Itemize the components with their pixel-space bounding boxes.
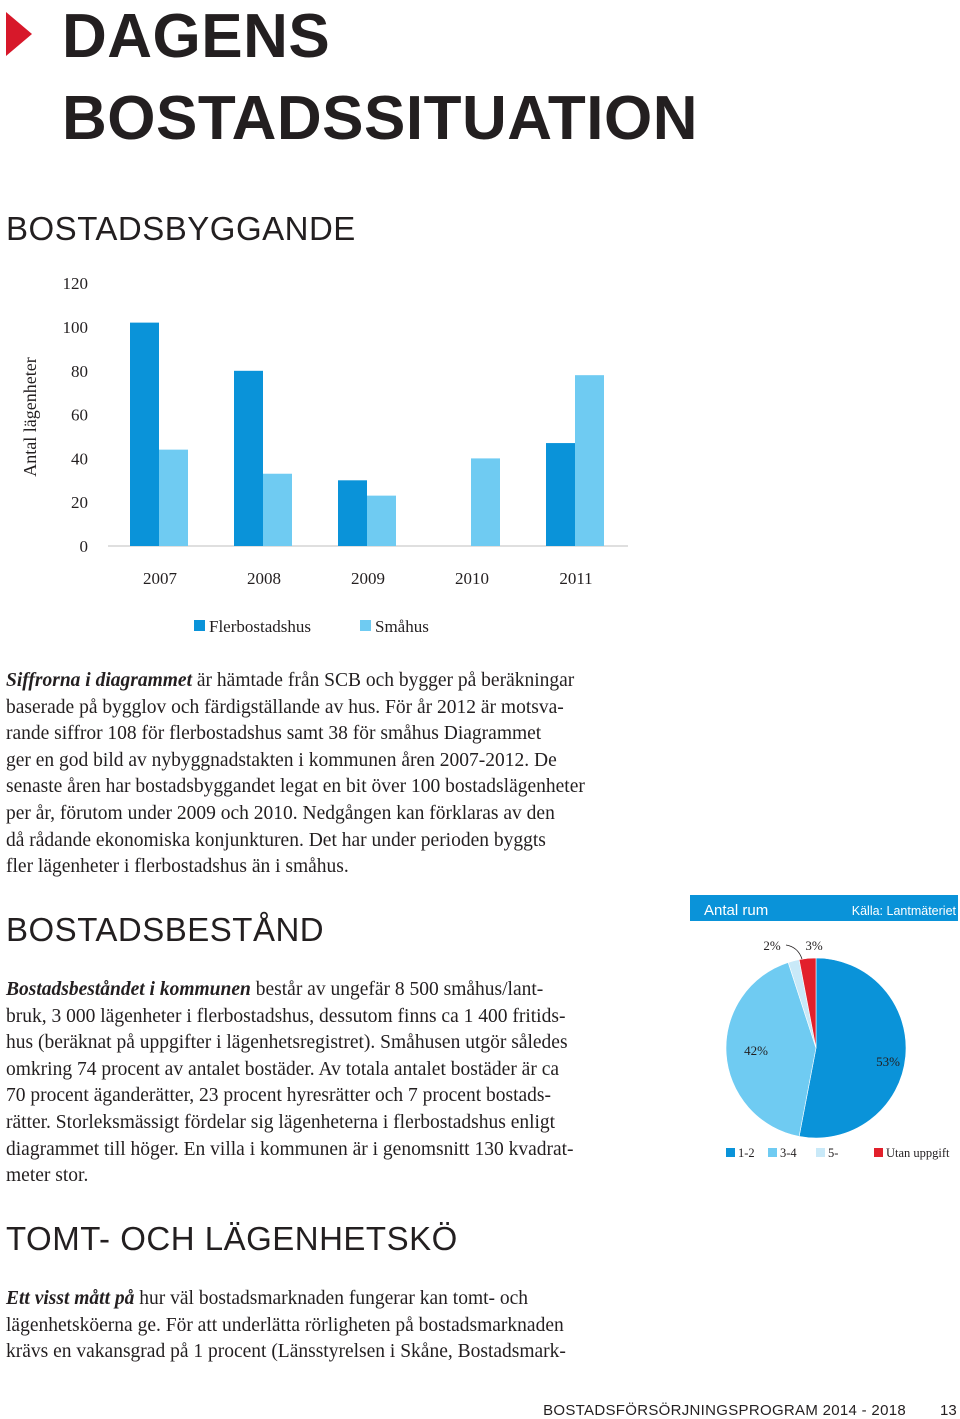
pie-legend-swatch-Utan uppgift xyxy=(874,1148,883,1157)
pie-legend-label: 5- xyxy=(828,1146,839,1160)
bar-småhus-2007 xyxy=(159,450,188,546)
bar-småhus-2011 xyxy=(575,375,604,546)
pie-chart xyxy=(690,893,958,1173)
y-axis-label: Antal lägenheter xyxy=(20,357,40,477)
pie-data-label: 42% xyxy=(744,1043,768,1058)
paragraph-line: hus (beräknat på uppgifter i lägenhetsregistret). Småhusen utgör således xyxy=(6,1032,568,1054)
paragraph-line: bruk, 3 000 lägenheter i flerbostadshus, dessutom finns ca 1 400 fritids- xyxy=(6,1005,566,1027)
pie-data-label: 53% xyxy=(876,1054,900,1069)
page-title-line1: DAGENS xyxy=(62,2,331,71)
pie-legend-swatch-3-4 xyxy=(768,1148,777,1157)
paragraph-line: diagrammet till höger. En villa i kommunen är i genomsnitt 130 kvadrat- xyxy=(6,1138,574,1160)
paragraph-line: meter stor. xyxy=(6,1165,89,1187)
bar-flerbostadshus-2009 xyxy=(338,480,367,546)
paragraph-line: senaste åren har bostadsbyggandet legat en bit över 100 bostadslägenheter xyxy=(6,776,585,798)
bar-småhus-2008 xyxy=(263,474,292,546)
bar-flerbostadshus-2008 xyxy=(234,371,263,546)
paragraph-text: består av ungefär 8 500 småhus/lant- xyxy=(250,979,544,1000)
y-tick-label: 60 xyxy=(71,405,88,425)
y-tick-label: 20 xyxy=(71,493,88,513)
bar-flerbostadshus-2007 xyxy=(130,323,159,546)
paragraph-line: krävs en vakansgrad på 1 procent (Länsstyrelsen i Skåne, Bostadsmark- xyxy=(6,1341,566,1363)
pie-data-label: 2% xyxy=(763,938,781,953)
paragraph-line: ger en god bild av nybyggnadstakten i kommunen åren 2007-2012. De xyxy=(6,749,557,771)
y-tick-label: 80 xyxy=(71,361,88,381)
footer-title: BOSTADSFÖRSÖRJNINGSPROGRAM 2014 - 2018 xyxy=(543,1402,906,1419)
heading-bostadsbestand: BOSTADSBESTÅND xyxy=(6,911,325,948)
y-tick-label: 0 xyxy=(79,537,88,556)
heading-bostadsbyggande: BOSTADSBYGGANDE xyxy=(6,210,356,247)
paragraph-text: är hämtade från SCB och bygger på beräkningar xyxy=(192,670,575,691)
pie-leader-line xyxy=(786,945,802,959)
paragraph-line: omkring 74 procent av antalet bostäder. Av totala antalet bostäder är ca xyxy=(6,1058,560,1080)
paragraph-line: baserade på bygglov och färdigställande av hus. För år 2012 är motsva- xyxy=(6,696,564,718)
paragraph-line: rätter. Storleksmässigt fördelar sig lägenheterna i flerbostadshus enligt xyxy=(6,1111,556,1133)
page-number: 13 xyxy=(940,1402,957,1419)
pie-legend-label: Utan uppgift xyxy=(886,1146,950,1160)
pie-data-label: 3% xyxy=(805,938,823,953)
paragraph-lead: Siffrorna i diagrammet xyxy=(6,670,193,691)
paragraph-line: då rådande ekonomiska konjunkturen. Det har under perioden byggts xyxy=(6,829,546,851)
bar-flerbostadshus-2011 xyxy=(546,443,575,546)
paragraph-line: rande siffror 108 för flerbostadshus samt 38 för småhus Diagrammet xyxy=(6,723,542,745)
heading-tomt-lagenhetsko: TOMT- OCH LÄGENHETSKÖ xyxy=(6,1220,458,1257)
legend-label: Flerbostadshus xyxy=(209,617,311,636)
page-title-line2: BOSTADSSITUATION xyxy=(62,84,699,153)
y-tick-label: 40 xyxy=(71,449,88,469)
x-tick-label: 2011 xyxy=(559,569,593,588)
legend-label: Småhus xyxy=(375,617,429,636)
paragraph-line: fler lägenheter i flerbostadshus än i småhus. xyxy=(6,856,349,878)
pie-legend-label: 1-2 xyxy=(738,1146,755,1160)
bar-chart xyxy=(0,262,660,652)
pie-title: Antal rum xyxy=(704,902,769,919)
paragraph-ko xyxy=(6,1286,566,1366)
paragraph-line xyxy=(6,1286,566,1313)
legend-swatch-flerbostadshus xyxy=(194,620,205,631)
legend-swatch-småhus xyxy=(360,620,371,631)
pie-legend-swatch-5- xyxy=(816,1148,825,1157)
paragraph-line: 70 procent äganderätter, 23 procent hyresrätter och 7 procent bostads- xyxy=(6,1085,552,1107)
x-tick-label: 2007 xyxy=(143,569,177,588)
y-tick-label: 120 xyxy=(62,274,88,294)
paragraph-line: per år, förutom under 2009 och 2010. Nedgången kan förklaras av den xyxy=(6,802,555,824)
pie-legend-swatch-1-2 xyxy=(726,1148,735,1157)
x-tick-label: 2008 xyxy=(247,569,281,588)
paragraph-bostadsbestand xyxy=(6,977,574,1190)
x-tick-label: 2009 xyxy=(351,569,385,588)
paragraph-line xyxy=(6,977,574,1004)
pie-legend-label: 3-4 xyxy=(780,1146,797,1160)
y-tick-label: 100 xyxy=(62,318,88,337)
page-title xyxy=(62,0,698,160)
x-tick-label: 2010 xyxy=(455,569,489,588)
title-arrow-icon xyxy=(6,12,32,56)
paragraph-line xyxy=(6,668,585,695)
paragraph-lead: Bostadsbeståndet i kommunen xyxy=(6,979,251,1000)
paragraph-line: lägenhetsköerna ge. För att underlätta rörligheten på bostadsmarknaden xyxy=(6,1314,564,1336)
pie-source: Källa: Lantmäteriet xyxy=(851,904,956,918)
bar-småhus-2010 xyxy=(471,458,500,546)
bar-småhus-2009 xyxy=(367,496,396,546)
paragraph-bostadsbyggande xyxy=(6,668,585,881)
paragraph-lead: Ett visst mått på xyxy=(6,1288,135,1309)
paragraph-text: hur väl bostadsmarknaden fungerar kan tomt- och xyxy=(134,1288,529,1309)
